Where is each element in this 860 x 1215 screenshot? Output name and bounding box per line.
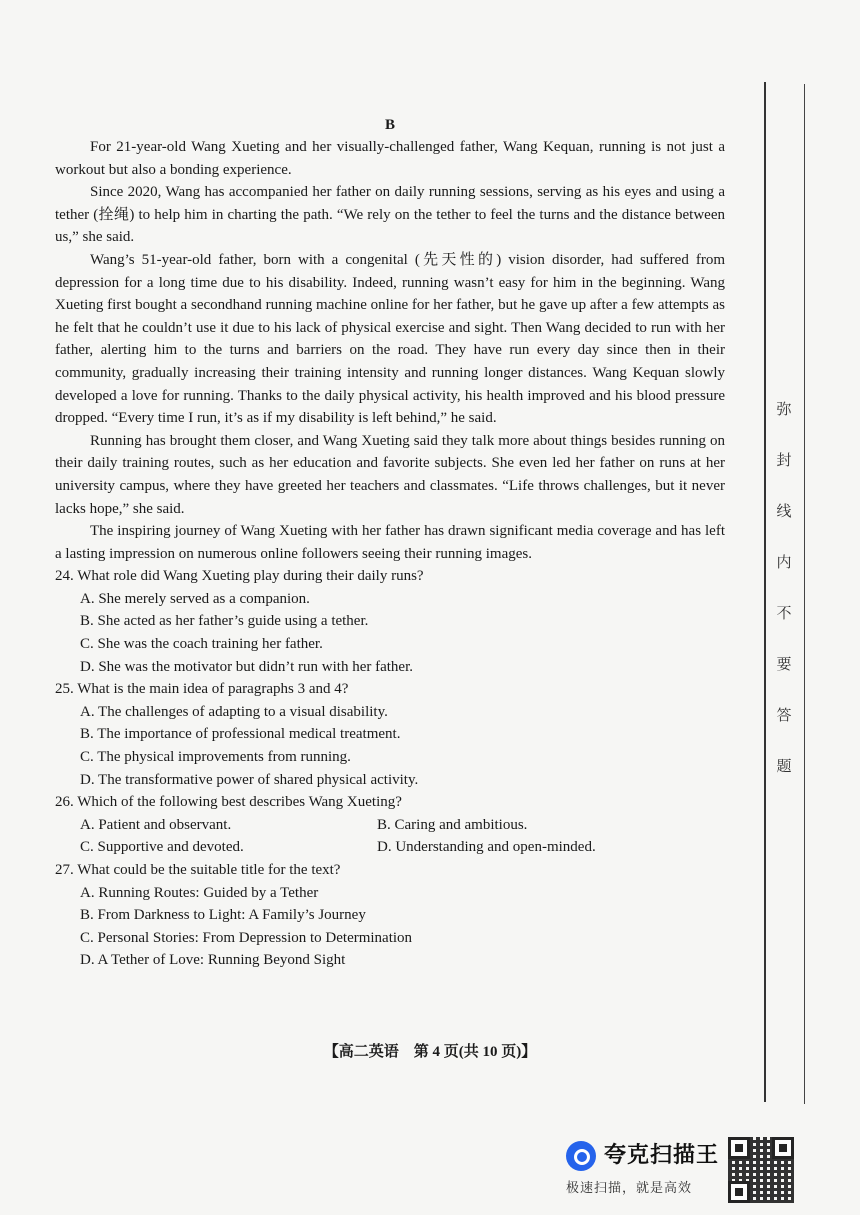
option-a: A. The challenges of adapting to a visual disability. [80, 703, 388, 720]
exam-page-body [55, 114, 725, 972]
seal-line-notice [772, 398, 796, 806]
section-label: B [384, 117, 395, 133]
watermark-tagline: 极速扫描，就是高效 [566, 1181, 693, 1196]
passage-paragraph-2: Since 2020, Wang has accompanied her father on daily running sessions, serving as his eyes and using a tether (拴绳) to help him in charting the path. “We rely on the tether to feel the turns and the distance between us,” she said. [55, 184, 725, 246]
option-d: D. She was the motivator but didn’t run with her father. [80, 658, 413, 675]
option-d: D. The transformative power of shared physical activity. [80, 771, 419, 788]
seal-char: 不 [776, 604, 792, 622]
option-row-cd [55, 836, 725, 859]
question-stem: 25. What is the main idea of paragraphs 3 and 4? [55, 681, 349, 698]
option-a: A. Running Routes: Guided by a Tether [80, 884, 319, 901]
passage-paragraph-4: Running has brought them closer, and Wang Xueting said they talk more about things besides running on their daily training routes, such as her education and favorite subjects. She even led her father on runs at her university campus, where they have greeted her teachers and classmates. “Life throws challenges, but it never lacks hope,” she said. [55, 432, 725, 517]
option-b: B. She acted as her father’s guide using a tether. [80, 613, 369, 630]
seal-line-right [804, 84, 805, 1104]
passage-paragraph-5: The inspiring journey of Wang Xueting with her father has drawn significant media coverage and has left a lasting impression on numerous online followers seeing their running images. [55, 523, 725, 562]
option-c: C. The physical improvements from running. [80, 749, 351, 766]
seal-char: 弥 [776, 400, 792, 418]
question-25 [55, 678, 725, 791]
seal-char: 内 [776, 553, 792, 571]
option-d: D. Understanding and open-minded. [377, 839, 596, 856]
option-b: B. Caring and ambitious. [377, 816, 528, 833]
seal-char: 题 [776, 757, 792, 775]
watermark-brand: 夸克扫描王 [604, 1143, 720, 1168]
passage-paragraph-3: Wang’s 51-year-old father, born with a congenital (先天性的) vision disorder, had suffered from depression for a long time due to his disability. Indeed, running wasn’t easy for him in the beginning. Wang Xueting first bought a secondhand running machine online for her father, but he gave up after a few attempts as he felt that he couldn’t use it due to his lack of physical exercise and sight. Then Wang decided to run with her father, alerting him to the turns and barriers on the road. They have run every day since then in their community, gradually increasing their training intensity and running longer distances. Wang Kequan slowly developed a love for running. Thanks to the daily physical activity, his health improved and his blood pressure dropped. “Every time I run, it’s as if my disability is left behind,” he said. [55, 251, 725, 427]
seal-char: 要 [776, 655, 792, 673]
question-stem: 26. Which of the following best describes Wang Xueting? [55, 794, 402, 811]
seal-char: 答 [776, 706, 792, 724]
option-c: C. Supportive and devoted. [80, 839, 244, 856]
question-26 [55, 791, 725, 859]
option-c: C. She was the coach training her father. [80, 636, 323, 653]
option-a: A. She merely served as a companion. [80, 590, 310, 607]
scanner-logo-icon [566, 1141, 596, 1171]
option-row-ab [55, 814, 725, 837]
question-24 [55, 565, 725, 678]
question-stem: 24. What role did Wang Xueting play during their daily runs? [55, 568, 424, 585]
passage-paragraph-1: For 21-year-old Wang Xueting and her visually-challenged father, Wang Kequan, running is not just a workout but also a bonding experience. [55, 139, 725, 178]
option-d: D. A Tether of Love: Running Beyond Sight [80, 952, 346, 969]
option-a: A. Patient and observant. [80, 816, 232, 833]
option-b: B. From Darkness to Light: A Family’s Journey [80, 907, 366, 924]
option-b: B. The importance of professional medical treatment. [80, 726, 401, 743]
seal-char: 封 [776, 451, 792, 469]
qr-code-icon [728, 1137, 794, 1203]
question-stem: 27. What could be the suitable title for the text? [55, 862, 341, 878]
seal-line-left [764, 82, 766, 1102]
option-c: C. Personal Stories: From Depression to Determination [80, 929, 413, 946]
page-footer: 【高二英语 第 4 页(共 10 页)】 [323, 1044, 537, 1060]
seal-char: 线 [776, 502, 792, 520]
question-27 [55, 859, 725, 972]
